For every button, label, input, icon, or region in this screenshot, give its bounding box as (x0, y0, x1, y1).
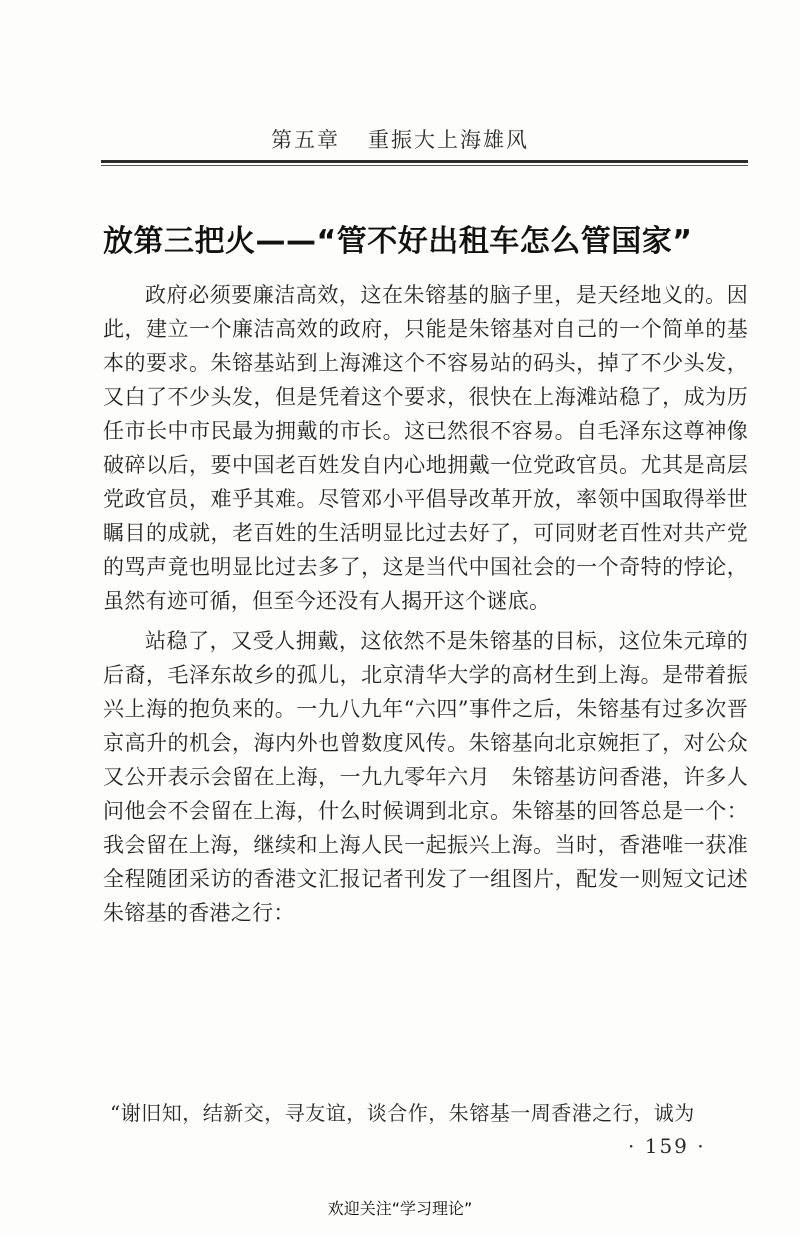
chapter-label: 第五章 (271, 128, 340, 152)
paragraph-1: 政府必须要廉洁高效，这在朱镕基的脑子里，是天经地义的。因此，建立一个廉洁高效的政府，只能是朱镕基对自己的一个简单的基本的要求。朱镕基站到上海滩这个不容易站的码头，掉了不少头发，又白了不少头发，但是凭着这个要求，很快在上海滩站稳了，成为历任市长中市民最为拥戴的市长。这已然很不容易。自毛泽东这尊神像破碎以后，要中国老百姓发自内心地拥戴一位党政官员。尤其是高层党政官员，难乎其难。尽管邓小平倡导改革开放，率领中国取得举世瞩目的成就，老百姓的生活明显比过去好了，可同财老百性对共产党的骂声竟也明显比过去多了，这是当代中国社会的一个奇特的悖论，虽然有迹可循，但至今还没有人揭开这个谜底。 (103, 283, 748, 613)
body-text (103, 278, 748, 936)
header-rule (101, 160, 748, 163)
section-title: 放第三把火——“管不好出租车怎么管国家” (103, 224, 693, 259)
quote-line: “谢旧知，结新交，寻友谊，谈合作，朱镕基一周香港之行，诚为 (110, 1101, 695, 1125)
page-number: · 159 · (628, 1134, 706, 1158)
chapter-title: 重振大上海雄风 (368, 128, 529, 152)
footer-note: 欢迎关注“学习理论” (327, 1199, 473, 1218)
paragraph-2: 站稳了，又受人拥戴，这依然不是朱镕基的目标，这位朱元璋的后裔，毛泽东故乡的孤儿，北京清华大学的高材生到上海。是带着振兴上海的抱负来的。一九八九年“六四”事件之后，朱镕基有过多次晋京高升的机会，海内外也曾数度风传。朱镕基向北京婉拒了，对公众又公开表示会留在上海，一九九零年六月 朱镕基访问香港，许多人问他会不会留在上海，什么时候调到北京。朱镕基的回答总是一个：我会留在上海，继续和上海人民一起振兴上海。当时，香港唯一获准全程随团采访的香港文汇报记者刊发了一组图片，配发一则短文记述朱镕基的香港之行： (103, 629, 748, 925)
running-header (0, 124, 800, 154)
header-rule-thin (101, 165, 748, 166)
